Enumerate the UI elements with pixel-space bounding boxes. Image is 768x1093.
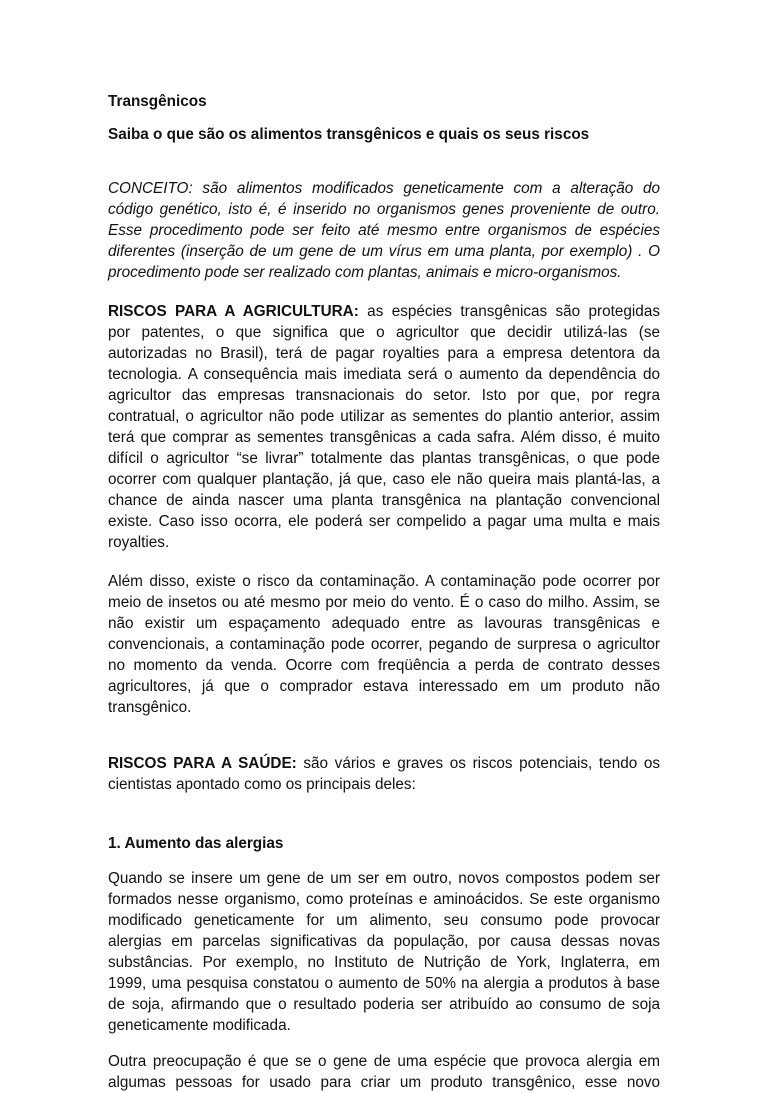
paragraph-line: cientistas apontado como os principais deles:: [108, 776, 416, 793]
riscos-saude-label: RISCOS PARA A SAÚDE:: [108, 755, 297, 772]
paragraph-line: diferentes (inserção de um gene de um vírus em uma planta, por exemplo) . O: [108, 243, 660, 260]
paragraph-line: contratual, o agricultor não pode utilizar as sementes do plantio anterior, assim: [108, 408, 660, 425]
paragraph-line: substâncias. Por exemplo, no Instituto de Nutrição de York, Inglaterra, em: [108, 954, 660, 971]
conceito-paragraph: [108, 178, 660, 283]
paragraph-line: chance de ainda nascer uma planta transgênica na plantação convencional: [108, 492, 660, 509]
paragraph-line: ocorrer com qualquer plantação, já que, caso ele não queira mais plantá-las, a: [108, 471, 660, 488]
paragraph-line: procedimento pode ser realizado com plantas, animais e micro-organismos.: [108, 264, 622, 281]
paragraph-line: autorizadas no Brasil), terá de pagar royalties para a empresa detentora da: [108, 345, 660, 362]
riscos-agricultura-text: as espécies transgênicas são protegidas: [358, 303, 660, 320]
paragraph-line: formados nesse organismo, como proteínas e aminoácidos. Se este organismo: [108, 891, 660, 908]
paragraph-line: modificado geneticamente for um alimento, seu consumo pode provocar: [108, 912, 660, 929]
paragraph-line: CONCEITO: são alimentos modificados geneticamente com a alteração do: [108, 180, 660, 197]
paragraph-line: terá que comprar as sementes transgênicas a cada safra. Além disso, é muito: [108, 429, 660, 446]
document-subtitle: Saiba o que são os alimentos transgênicos e quais os seus riscos: [108, 126, 590, 143]
paragraph-line: existe. Caso isso ocorra, ele poderá ser compelido a pagar uma multa e mais: [108, 513, 660, 530]
paragraph-line: alergias em parcelas significativas da população, por causa dessas novas: [108, 933, 660, 950]
paragraph-line: [108, 753, 660, 774]
paragraph-line: agricultores, já que o comprador estava interessado em um produto não: [108, 678, 660, 695]
paragraph-line: código genético, isto é, é inserido no organismos genes proveniente de outro.: [108, 201, 660, 218]
paragraph-line: Esse procedimento pode ser feito até mesmo entre organismos de espécies: [108, 222, 660, 239]
paragraph-line: no momento da venda. Ocorre com freqüência a perda de contrato desses: [108, 657, 660, 674]
section-heading-alergias: 1. Aumento das alergias: [108, 835, 284, 852]
riscos-agricultura-paragraph: [108, 301, 660, 553]
paragraph-line: agricultor das empresas transnacionais do setor. Isto por que, por regra: [108, 387, 660, 404]
paragraph-line: transgênico.: [108, 699, 192, 716]
paragraph-line: Quando se insere um gene de um ser em outro, novos compostos podem ser: [108, 870, 660, 887]
paragraph-line: algumas pessoas for usado para criar um produto transgênico, esse novo: [108, 1074, 660, 1091]
paragraph-line: difícil o agricultor “se livrar” totalmente das plantas transgênicas, o que pode: [108, 450, 660, 467]
alergias-paragraph: [108, 868, 660, 1036]
paragraph-line: de soja, afirmando que o resultado poderia ser atribuído ao consumo de soja: [108, 996, 660, 1013]
paragraph-line: [108, 301, 660, 322]
contaminacao-paragraph: [108, 571, 660, 718]
riscos-saude-text: são vários e graves os riscos potenciais, tendo os: [296, 755, 661, 772]
riscos-agricultura-label: RISCOS PARA A AGRICULTURA:: [108, 303, 359, 320]
paragraph-line: geneticamente modificada.: [108, 1017, 291, 1034]
riscos-saude-paragraph: [108, 753, 660, 795]
paragraph-line: 1999, uma pesquisa constatou o aumento de 50% na alergia a produtos à base: [108, 975, 660, 992]
paragraph-line: Além disso, existe o risco da contaminação. A contaminação pode ocorrer por: [108, 573, 660, 590]
paragraph-line: tecnologia. A consequência mais imediata será o aumento da dependência do: [108, 366, 660, 383]
paragraph-line: Outra preocupação é que se o gene de uma espécie que provoca alergia em: [108, 1053, 660, 1070]
document-title: Transgênicos: [108, 93, 207, 110]
paragraph-line: convencionais, a contaminação pode ocorrer, pegando de surpresa o agricultor: [108, 636, 660, 653]
paragraph-line: royalties.: [108, 534, 170, 551]
paragraph-line: não existir um espaçamento adequado entre as lavouras transgênicas e: [108, 615, 660, 632]
paragraph-line: por patentes, o que significa que o agricultor que decidir utilizá-las (se: [108, 324, 660, 341]
paragraph-line: meio de insetos ou até mesmo por meio do vento. É o caso do milho. Assim, se: [108, 594, 660, 611]
